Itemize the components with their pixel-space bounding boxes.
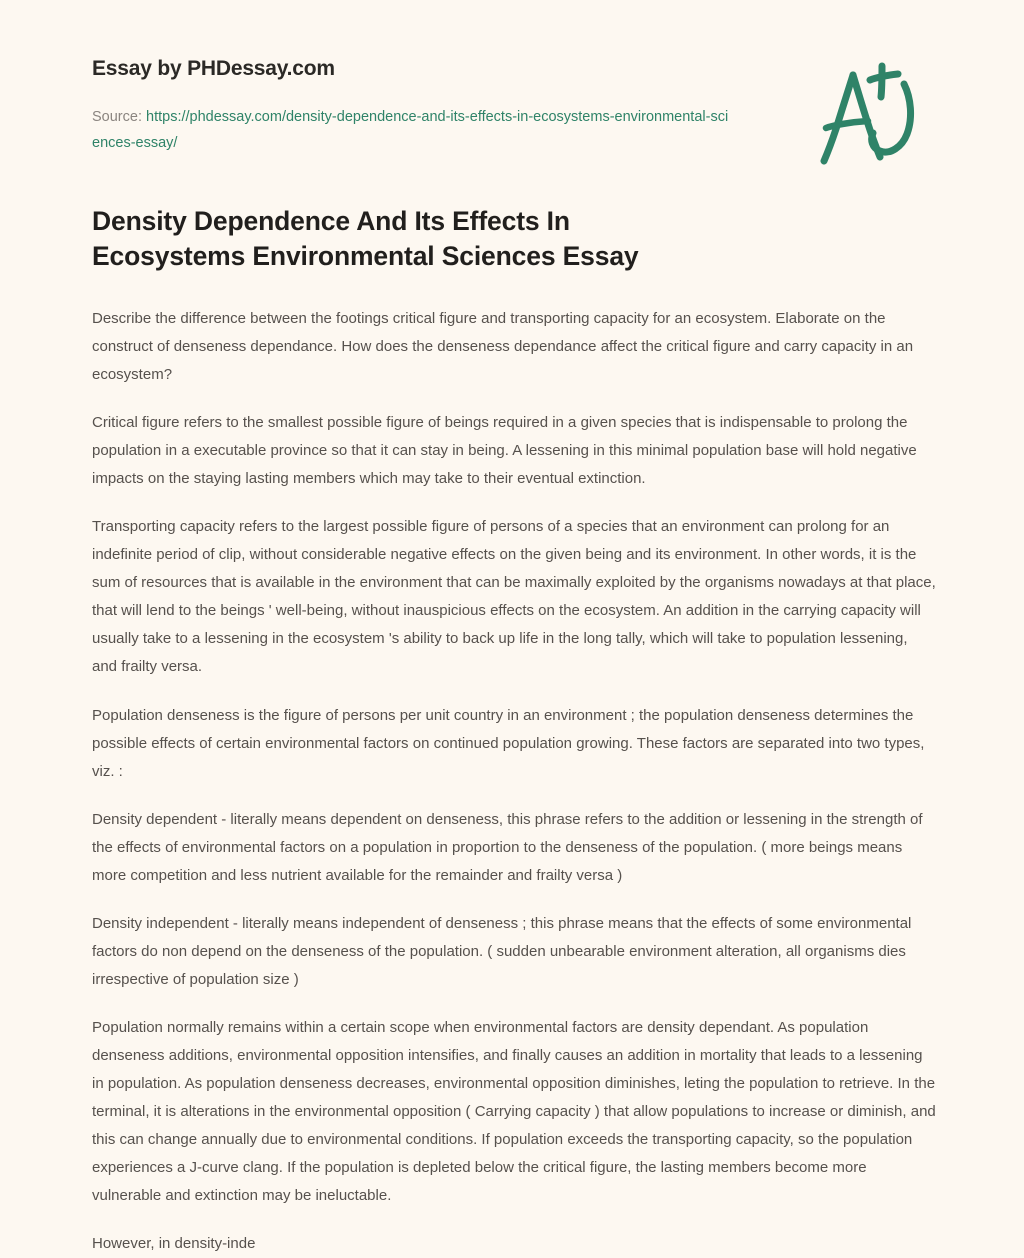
paragraph: Critical figure refers to the smallest possible figure of beings required in a given species that is indispensable to prolong the population in a executable province so that it can stay in being. A lessening in this minimal population base will hold negative impacts on the staying lasting members which may take to their eventual extinction. bbox=[92, 414, 917, 488]
source-label: Source: bbox=[92, 109, 142, 126]
paragraph: Population normally remains within a certain scope when environmental factors are density dependant. As population denseness additions, environmental opposition intensifies, and finally causes an addition in mortality that leads to a lessening in population. As population denseness decreases, environmental opposition diminishes, leting the population to retrieve. In the terminal, it is alterations in the environmental opposition ( Carrying capacity ) that allow populations to increase or diminish, and this can change annually due to environmental conditions. If population exceeds the transporting capacity, so the population experiences a J-curve clang. If the population is depleted below the critical figure, the lasting members become more vulnerable and extinction may be ineluctable. bbox=[92, 1018, 936, 1205]
paragraph: Population denseness is the figure of persons per unit country in an environment ; the population denseness determines the possible effects of certain environmental factors on continued population growing. These factors are separated into two types, viz. : bbox=[92, 706, 925, 780]
article-body bbox=[92, 305, 936, 1258]
source-url-link[interactable]: https://phdessay.com/density-dependence-and-its-effects-in-ecosystems-environmental-sciences-essay/ bbox=[92, 109, 729, 151]
paragraph-truncated: However, in density-inde bbox=[92, 1235, 256, 1253]
paragraph: Transporting capacity refers to the largest possible figure of persons of a species that an environment can prolong for an indefinite period of clip, without considerable negative effects on the given being and its environment. In other words, it is the sum of resources that is available in the environment that can be maximally exploited by the organisms nowadays at that place, that will lend to the beings ' well-being, without inauspicious effects on the ecosystem. An addition in the carrying capacity will usually take to a lessening in the ecosystem 's ability to back up life in the long tally, which will take to population lessening, and frailty versa. bbox=[92, 518, 936, 676]
page-header bbox=[0, 0, 1024, 156]
paragraph: Density independent - literally means independent of denseness ; this phrase means that the effects of some environmental factors do non depend on the denseness of the population. ( sudden unbearable environment alteration, all organisms dies irrespective of population size ) bbox=[92, 914, 912, 988]
page-title: Density Dependence And Its Effects In Ecosystems Environmental Sciences Essay bbox=[92, 205, 639, 272]
source-line bbox=[92, 105, 732, 156]
paragraph: Describe the difference between the footings critical figure and transporting capacity for an ecosystem. Elaborate on the construct of denseness dependance. How does the denseness dependance affect the critical figure and carry capacity in an ecosystem? bbox=[92, 309, 914, 384]
brand-title: Essay by PHDessay.com bbox=[92, 57, 335, 80]
aplus-logo-icon bbox=[812, 62, 932, 177]
paragraph: Density dependent - literally means dependent on denseness, this phrase refers to the addition or lessening in the strength of the effects of environmental factors on a population in proportion to the denseness of the population. ( more beings means more competition and less nutrient available for the remainder and frailty versa ) bbox=[92, 810, 923, 884]
